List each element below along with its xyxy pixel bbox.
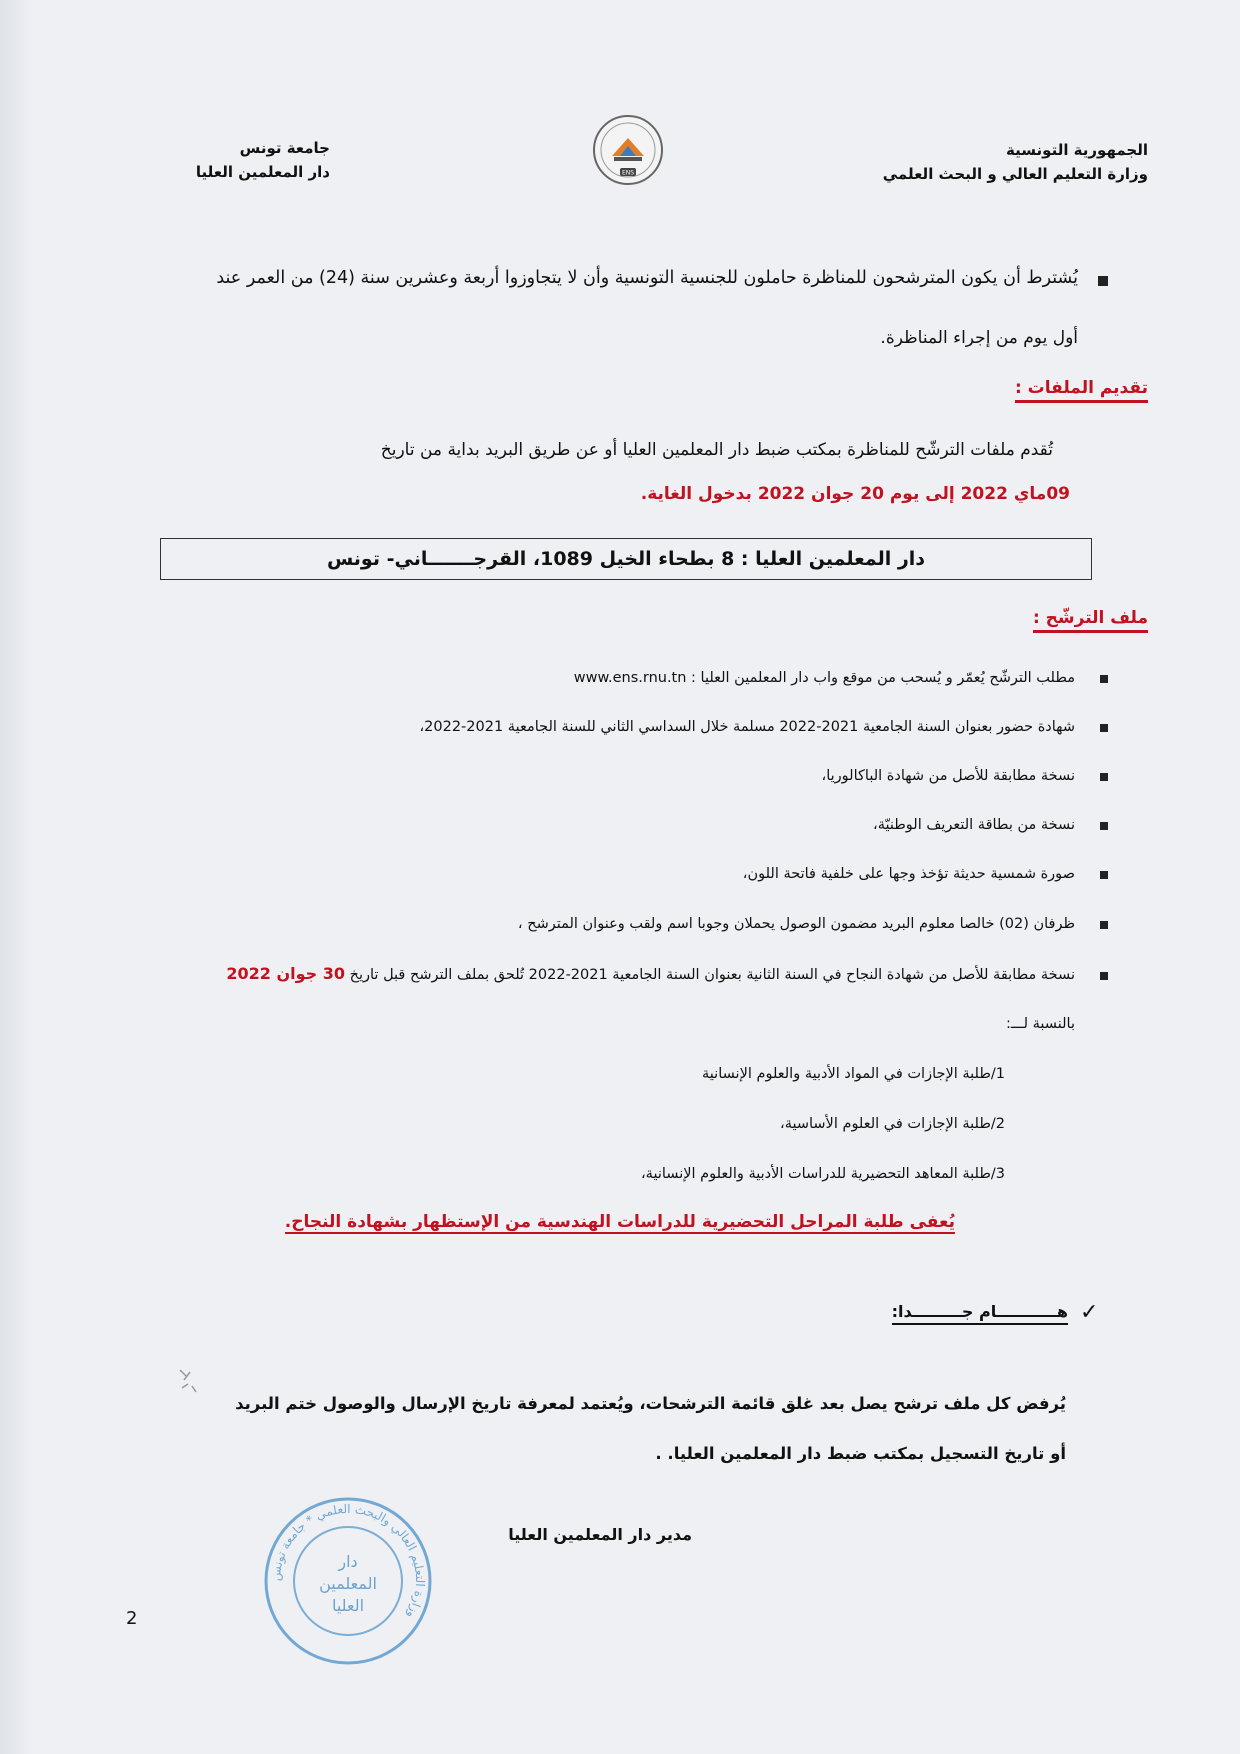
group-item: 2/طلبة الإجازات في العلوم الأساسية، xyxy=(780,1116,1005,1132)
header-right xyxy=(848,138,1148,186)
university-name: جامعة تونس xyxy=(239,139,330,157)
condition-line-1: يُشترط أن يكون المترشحون للمناظرة حاملون للجنسية التونسية وأن لا يتجاوزوا أربعة وعشرين سنة (24) من العمر عند xyxy=(216,268,1078,288)
condition-line-2: أول يوم من إجراء المناظرة. xyxy=(880,328,1078,348)
address-box: دار المعلمين العليا : 8 بطحاء الخيل 1089، القرجـــــــاني- تونس xyxy=(160,538,1092,580)
exemption-note: يُعفى طلبة المراحل التحضيرية للدراسات الهندسية من الإستظهار بشهادة النجاح. xyxy=(284,1212,955,1232)
stamp-ring-text: وزارة التعليم العالي والبحث العلمي * جامعة تونس xyxy=(268,1501,428,1621)
group-item: 3/طلبة المعاهد التحضيرية للدراسات الأدبية والعلوم الإنسانية، xyxy=(641,1166,1005,1182)
director-signature-title: مدير دار المعلمين العليا xyxy=(508,1525,692,1544)
bullet-square-icon xyxy=(1100,871,1108,879)
file-item: نسخة من بطاقة التعريف الوطنيّة، xyxy=(873,817,1075,833)
exemption-wrap xyxy=(155,1212,955,1232)
ens-logo-icon xyxy=(590,112,666,188)
for-label: بالنسبة لـــ: xyxy=(1006,1016,1075,1032)
stamp-line-3: العليا xyxy=(331,1596,365,1615)
file-item: مطلب الترشّح يُعمّر و يُسحب من موقع واب دار المعلمين العليا : www.ens.rnu.tn xyxy=(573,670,1075,686)
file-item-last-date: 30 جوان 2022 xyxy=(226,964,345,983)
file-item: ظرفان (02) خالصا معلوم البريد مضمون الوصول يحملان وجوبا اسم ولقب وعنوان المترشح ، xyxy=(517,916,1075,932)
bullet-square-icon xyxy=(1100,972,1108,980)
bullet-square-icon xyxy=(1098,276,1108,286)
file-heading-wrap xyxy=(748,608,1148,628)
important-heading: هـــــــــــام جـــــــــدا: xyxy=(892,1302,1068,1325)
submission-heading-wrap xyxy=(748,378,1148,398)
republic-name: الجمهورية التونسية xyxy=(1006,141,1148,159)
file-item: نسخة مطابقة للأصل من شهادة الباكالوريا، xyxy=(821,768,1075,784)
important-line-2: أو تاريخ التسجيل بمكتب ضبط دار المعلمين العليا. . xyxy=(655,1444,1066,1463)
checkmark-icon: ✓ xyxy=(1080,1300,1099,1325)
bullet-square-icon xyxy=(1100,921,1108,929)
important-line-1: يُرفض كل ملف ترشح يصل بعد غلق قائمة الترشحات، ويُعتمد لمعرفة تاريخ الإرسال والوصول ختم البريد xyxy=(235,1394,1066,1413)
bullet-square-icon xyxy=(1100,724,1108,732)
ministry-name: وزارة التعليم العالي و البحث العلمي xyxy=(882,165,1148,183)
school-name: دار المعلمين العليا xyxy=(195,163,330,181)
bullet-square-icon xyxy=(1100,773,1108,781)
official-stamp xyxy=(262,1495,434,1667)
important-heading-wrap xyxy=(668,1302,1068,1321)
scan-shadow-left xyxy=(0,0,34,1754)
submission-line-1: تُقدم ملفات الترشّح للمناظرة بمكتب ضبط دار المعلمين العليا أو عن طريق البريد بداية من تاريخ xyxy=(380,440,1053,460)
page-number: 2 xyxy=(126,1608,138,1629)
group-item: 1/طلبة الإجازات في المواد الأدبية والعلوم الإنسانية xyxy=(702,1066,1005,1082)
submission-dates: 09ماي 2022 إلى يوم 20 جوان 2022 بدخول الغاية. xyxy=(640,484,1070,504)
stamp-line-1: دار xyxy=(338,1552,358,1571)
bullet-square-icon xyxy=(1100,822,1108,830)
file-heading: ملف الترشّح : xyxy=(1033,608,1148,633)
file-item-last xyxy=(115,962,1075,987)
stamp-line-2: المعلمين xyxy=(319,1574,377,1593)
file-item-last-text: نسخة مطابقة للأصل من شهادة النجاح في السنة الثانية بعنوان السنة الجامعية 2021-2022 تُلحق بملف الترشح قبل تاريخ xyxy=(349,967,1075,983)
submission-heading: تقديم الملفات : xyxy=(1015,378,1148,403)
file-item: صورة شمسية حديثة تؤخذ وجها على خلفية فاتحة اللون، xyxy=(742,866,1075,882)
logo-text: ENS xyxy=(621,169,635,177)
bullet-square-icon xyxy=(1100,675,1108,683)
header-left xyxy=(150,136,330,184)
file-item: شهادة حضور بعنوان السنة الجامعية 2021-2022 مسلمة خلال السداسي الثاني للسنة الجامعية 2021-2022، xyxy=(419,719,1075,735)
